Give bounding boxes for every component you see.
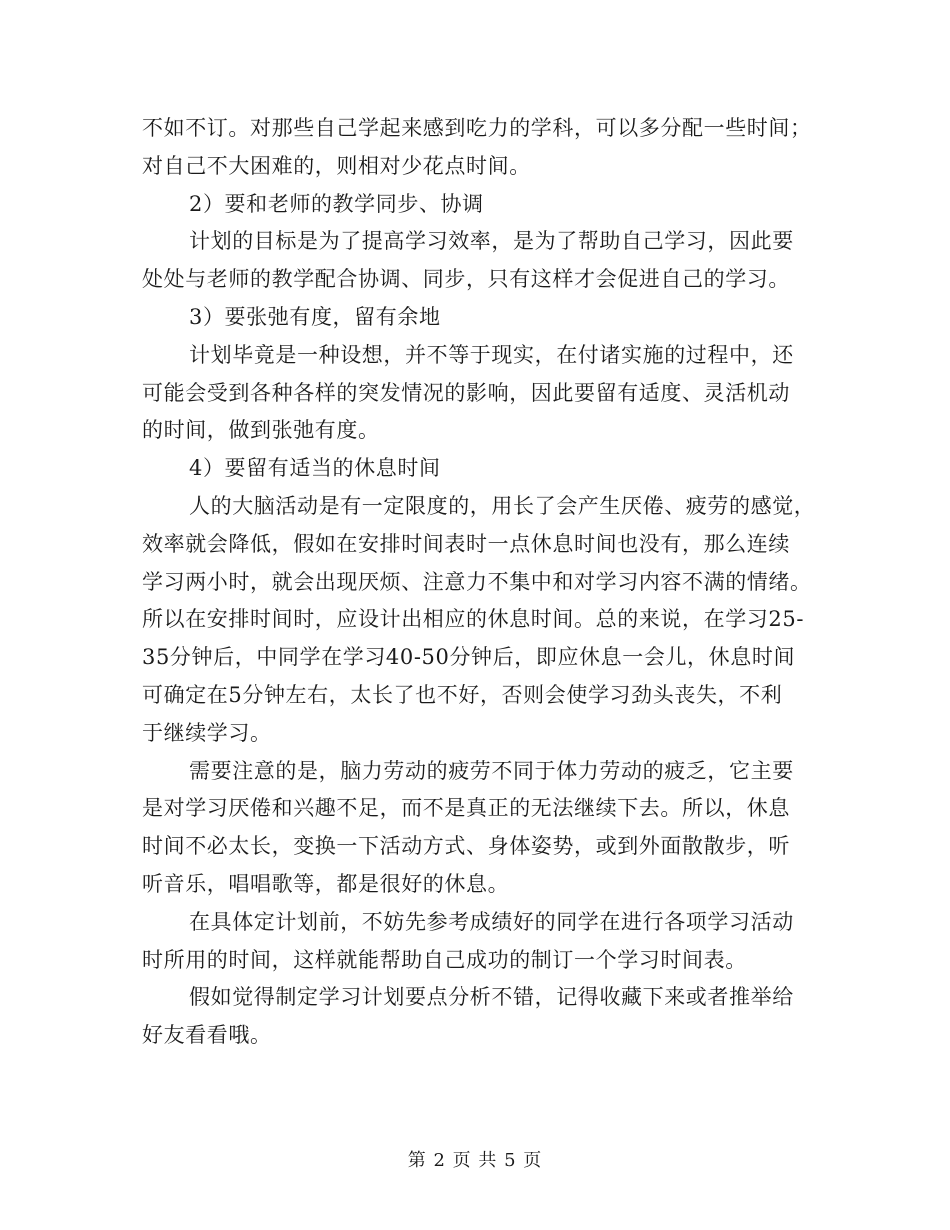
- text-line: 可确定在5分钟左右，太长了也不好，否则会使学习劲头丧失，不利: [142, 683, 783, 707]
- text-line: 效率就会降低，假如在安排时间表时一点休息时间也没有，那么连续: [142, 531, 790, 556]
- text-line: 于继续学习。: [142, 720, 272, 745]
- text-line: 听音乐，唱唱歌等，都是很好的休息。: [142, 872, 510, 896]
- text-line: 3）要张弛有度，留有余地: [189, 305, 441, 329]
- text-line: 时所用的时间，这样就能帮助自己成功的制订一个学习时间表。: [142, 947, 747, 972]
- text-line: 学习两小时，就会出现厌烦、注意力不集中和对学习内容不满的情绪。: [142, 569, 812, 594]
- page-footer: 第 2 页 共 5 页: [407, 1150, 543, 1171]
- text-line: 假如觉得制定学习计划要点分析不错，记得收藏下来或者推举给: [189, 985, 794, 1010]
- text-line: 4）要留有适当的休息时间: [189, 456, 441, 481]
- text-line: 好友看看哦。: [142, 1023, 272, 1048]
- text-line: 计划毕竟是一种设想，并不等于现实，在付诸实施的过程中，还: [189, 342, 794, 367]
- text-line: 2）要和老师的教学同步、协调: [189, 191, 484, 216]
- text-line: 人的大脑活动是有一定限度的，用长了会产生厌倦、疲劳的感觉，: [189, 494, 816, 518]
- text-line: 不如不订。对那些自己学起来感到吃力的学科，可以多分配一些时间；: [142, 116, 812, 140]
- text-line: 处处与老师的教学配合协调、同步，只有这样才会促进自己的学习。: [142, 267, 790, 292]
- text-line: 是对学习厌倦和兴趣不足，而不是真正的无法继续下去。所以，休息: [142, 796, 790, 821]
- text-line: 时间不必太长，变换一下活动方式、身体姿势，或到外面散散步，听: [142, 834, 790, 859]
- text-line: 所以在安排时间时，应设计出相应的休息时间。总的来说，在学习25-: [142, 607, 805, 632]
- text-line: 对自己不大困难的，则相对少花点时间。: [142, 153, 531, 178]
- text-line: 需要注意的是，脑力劳动的疲劳不同于体力劳动的疲乏，它主要: [189, 758, 794, 783]
- text-line: 可能会受到各种各样的突发情况的影响，因此要留有适度、灵活机动: [142, 380, 790, 405]
- text-line: 计划的目标是为了提高学习效率，是为了帮助自己学习，因此要: [189, 229, 794, 254]
- text-line: 35分钟后，中同学在学习40-50分钟后，即应休息一会儿，休息时间: [142, 645, 796, 670]
- text-line: 在具体定计划前，不妨先参考成绩好的同学在进行各项学习活动: [189, 909, 794, 934]
- text-line: 的时间，做到张弛有度。: [142, 418, 380, 443]
